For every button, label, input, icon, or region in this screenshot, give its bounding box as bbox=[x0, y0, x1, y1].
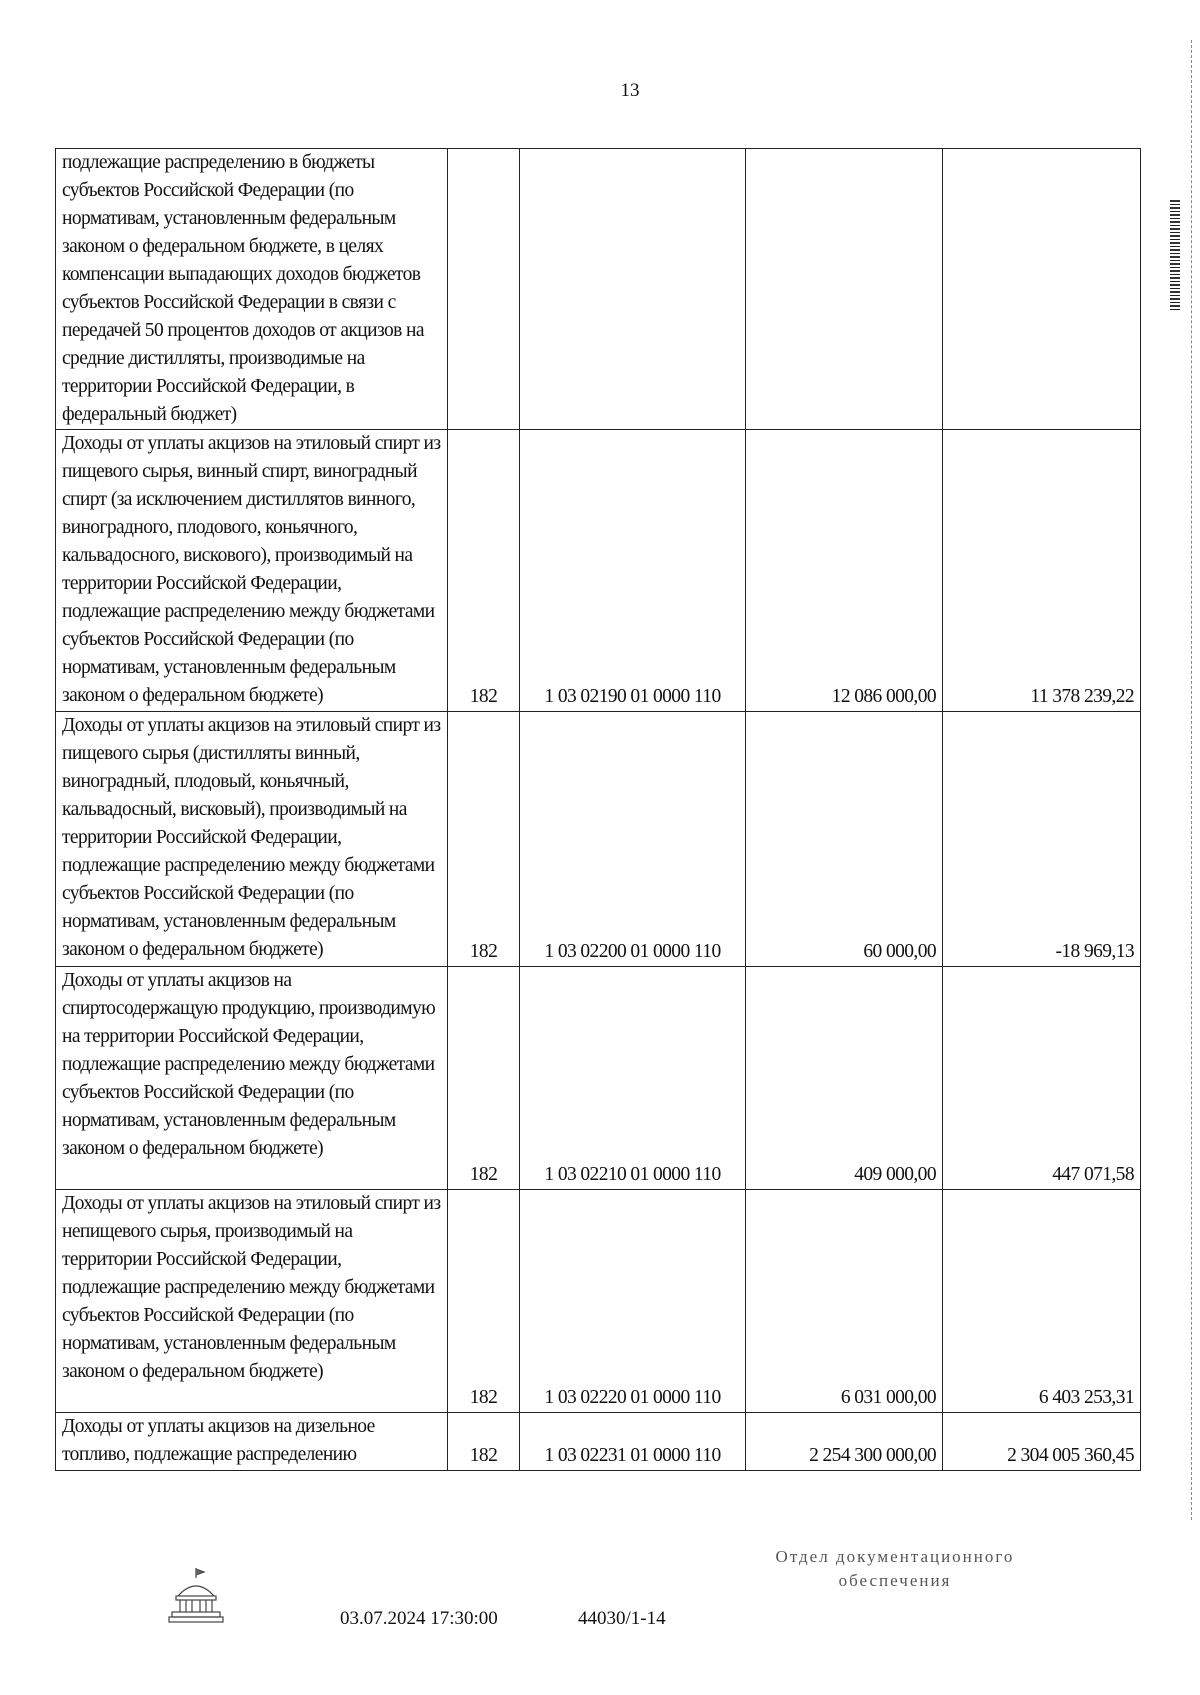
row-bk-code: 1 03 02200 01 0000 110 bbox=[520, 712, 746, 967]
row-plan-amount: 2 254 300 000,00 bbox=[746, 1413, 943, 1471]
registration-number: 44030/1-14 bbox=[578, 1608, 666, 1629]
row-description: Доходы от уплаты акцизов на этиловый спирт из пищевого сырья, винный спирт, виноградный спирт (за исключением дистиллятов винного, виноградного, плодового, коньячного, кальвадосного, вискового), производимый на территории Российской Федерации, подлежащие распределению между бюджетами субъектов Российской Федерации (по нормативам, установленным федеральным законом о федеральном бюджете) bbox=[56, 430, 448, 712]
department-stamp bbox=[745, 1545, 1045, 1593]
row-fact-amount: 11 378 239,22 bbox=[943, 430, 1141, 712]
row-fact-amount: -18 969,13 bbox=[943, 712, 1141, 967]
table-row bbox=[56, 149, 1141, 430]
row-admin-code: 182 bbox=[448, 1413, 520, 1471]
row-description: Доходы от уплаты акцизов на спиртосодержащую продукцию, производимую на территории Российской Федерации, подлежащие распределению между бюджетами субъектов Российской Федерации (по нормативам, установленным федеральным законом о федеральном бюджете) bbox=[56, 967, 448, 1190]
table-row bbox=[56, 1413, 1141, 1471]
row-bk-code: 1 03 02231 01 0000 110 bbox=[520, 1413, 746, 1471]
row-description: Доходы от уплаты акцизов на этиловый спирт из пищевого сырья (дистилляты винный, виноградный, плодовый, коньячный, кальвадосный, висковый), производимый на территории Российской Федерации, подлежащие распределению между бюджетами субъектов Российской Федерации (по нормативам, установленным федеральным законом о федеральном бюджете) bbox=[56, 712, 448, 967]
row-admin-code: 182 bbox=[448, 1190, 520, 1413]
table-row bbox=[56, 967, 1141, 1190]
row-bk-code bbox=[520, 149, 746, 430]
budget-revenue-table bbox=[55, 148, 1141, 1471]
scan-edge-marks bbox=[1187, 40, 1192, 1520]
row-admin-code: 182 bbox=[448, 430, 520, 712]
row-description: подлежащие распределению в бюджеты субъектов Российской Федерации (по нормативам, установленным федеральным законом о федеральном бюджете, в целях компенсации выпадающих доходов бюджетов субъектов Российской Федерации в связи с передачей 50 процентов доходов от акцизов на средние дистилляты, производимые на территории Российской Федерации, в федеральный бюджет) bbox=[56, 149, 448, 430]
scan-barcode-strip bbox=[1170, 200, 1180, 310]
table-row bbox=[56, 712, 1141, 967]
table-row bbox=[56, 1190, 1141, 1413]
row-plan-amount: 409 000,00 bbox=[746, 967, 943, 1190]
row-plan-amount: 12 086 000,00 bbox=[746, 430, 943, 712]
row-plan-amount bbox=[746, 149, 943, 430]
stamp-line: обеспечения bbox=[838, 1571, 952, 1590]
page-number: 13 bbox=[620, 80, 640, 101]
row-bk-code: 1 03 02220 01 0000 110 bbox=[520, 1190, 746, 1413]
row-bk-code: 1 03 02190 01 0000 110 bbox=[520, 430, 746, 712]
row-plan-amount: 6 031 000,00 bbox=[746, 1190, 943, 1413]
duma-building-icon bbox=[166, 1566, 226, 1624]
row-admin-code: 182 bbox=[448, 967, 520, 1190]
table-row bbox=[56, 430, 1141, 712]
registration-datetime: 03.07.2024 17:30:00 bbox=[340, 1608, 498, 1629]
row-description: Доходы от уплаты акцизов на этиловый спирт из непищевого сырья, производимый на территории Российской Федерации, подлежащие распределению между бюджетами субъектов Российской Федерации (по нормативам, установленным федеральным законом о федеральном бюджете) bbox=[56, 1190, 448, 1413]
row-description: Доходы от уплаты акцизов на дизельное топливо, подлежащие распределению bbox=[56, 1413, 448, 1471]
row-admin-code: 182 bbox=[448, 712, 520, 967]
row-fact-amount: 447 071,58 bbox=[943, 967, 1141, 1190]
row-fact-amount: 6 403 253,31 bbox=[943, 1190, 1141, 1413]
stamp-line: Отдел документационного bbox=[775, 1547, 1015, 1566]
row-fact-amount bbox=[943, 149, 1141, 430]
row-admin-code bbox=[448, 149, 520, 430]
row-fact-amount: 2 304 005 360,45 bbox=[943, 1413, 1141, 1471]
row-plan-amount: 60 000,00 bbox=[746, 712, 943, 967]
row-bk-code: 1 03 02210 01 0000 110 bbox=[520, 967, 746, 1190]
